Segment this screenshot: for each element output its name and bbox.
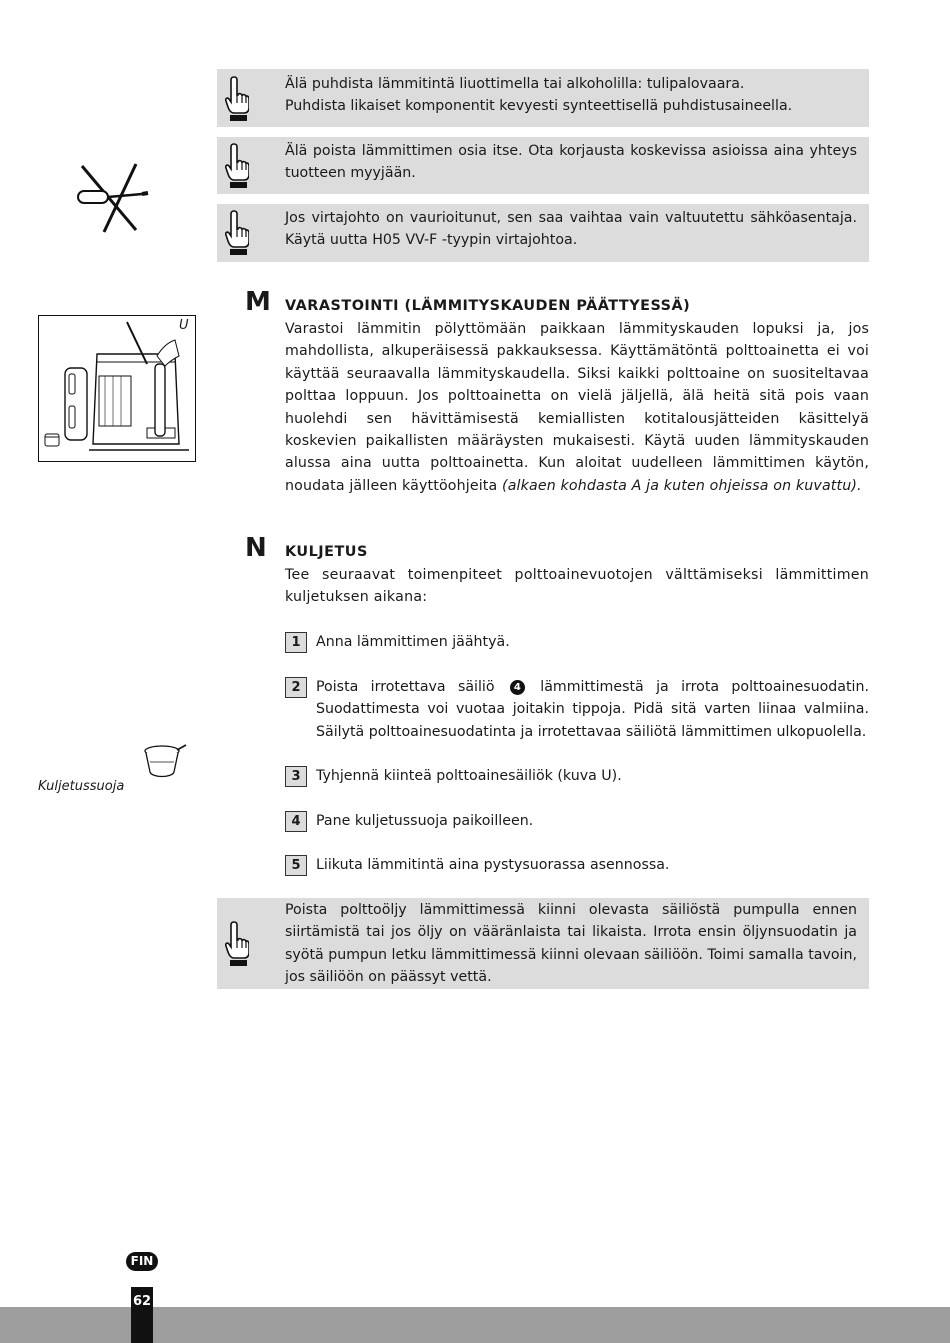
- warning-text: Jos virtajohto on vaurioitunut, sen saa vaihtaa vain valtuutettu sähköasentaja. Käytä uutta H05 VV-F -tyypin virtajohtoa.: [285, 210, 857, 249]
- step-text: Liikuta lämmitintä aina pystysuorassa asennossa.: [316, 857, 670, 873]
- step-number: 4: [285, 811, 307, 832]
- warning-box-oil: [217, 898, 869, 989]
- no-screwdriver-icon: [72, 160, 152, 234]
- step-text: Pane kuljetussuoja paikoilleen.: [316, 813, 534, 829]
- warning-box-cord: [217, 204, 869, 262]
- step-number: 1: [285, 632, 307, 653]
- warning-text: Puhdista likaiset komponentit kevyesti synteettisellä puhdistusaineella.: [285, 98, 793, 115]
- warning-box-parts: [217, 137, 869, 194]
- step-number: 2: [285, 677, 307, 698]
- warning-hand-icon: [225, 142, 249, 190]
- heater-pump-illustration: [39, 316, 195, 461]
- warning-text: Älä puhdista lämmitintä liuottimella tai alkoholilla: tulipalovaara.: [285, 76, 745, 92]
- warning-box-solvents: [217, 69, 869, 127]
- step-text: Poista irrotettava säiliö 4 lämmittimestä ja irrota polttoainesuodatin. Suodattimesta voi vuotaa joitakin tippoja. Pidä sitä varten liinaa valmiina. Säilytä polttoainesuodatinta ja irrotettavaa säiliötä lämmittimen ulkopuolella.: [316, 679, 869, 740]
- step-text: Tyhjennä kiinteä polttoainesäiliök (kuva U).: [316, 768, 622, 784]
- step-number: 5: [285, 855, 307, 876]
- section-intro: Tee seuraavat toimenpiteet polttoainevuotojen välttämiseksi lämmittimen kuljetuksen aikana:: [285, 567, 869, 606]
- section-heading: KULJETUS: [285, 544, 368, 560]
- page-number: 62: [132, 1294, 152, 1309]
- step-number: 3: [285, 766, 307, 787]
- language-badge: FIN: [126, 1252, 158, 1271]
- section-heading: VARASTOINTI (LÄMMITYSKAUDEN PÄÄTTYESSÄ): [285, 298, 691, 314]
- transport-cap-icon: [140, 742, 190, 782]
- warning-hand-icon: [225, 209, 249, 257]
- warning-hand-icon: [225, 920, 249, 968]
- section-body-italic: (alkaen kohdasta A ja kuten ohjeissa on kuvattu).: [502, 477, 862, 494]
- section-letter: M: [245, 287, 271, 317]
- side-caption: Kuljetussuoja: [38, 779, 125, 794]
- figure-u: [38, 315, 196, 462]
- figure-label: U: [179, 318, 189, 333]
- warning-hand-icon: [225, 75, 249, 123]
- section-letter: N: [245, 533, 267, 563]
- step-text: Anna lämmittimen jäähtyä.: [316, 634, 510, 650]
- component-number-badge: 4: [510, 680, 525, 695]
- warning-text: Poista polttoöljy lämmittimessä kiinni olevasta säiliöstä pumpulla ennen siirtämistä tai jos öljy on vääränlaista tai likaista. Irrota ensin öljynsuodatin ja syötä pumpun letku lämmittimessä kiinni olevaan säiliöön. Toimi samalla tavoin, jos säiliöön on päässyt vettä.: [285, 902, 857, 986]
- section-body: Varastoi lämmitin pölyttömään paikkaan lämmityskauden lopuksi ja, jos mahdollista, alkuperäisessä pakkauksessa. Käyttämätöntä polttoainetta ei voi käyttää seuraavalla lämmityskaudella. Siksi kaikki polttoaine on suositeltavaa polttaa loppuun. Jos polttoainetta on vielä jäljellä, älä heitä sitä pois vaan huolehdi sen hävittämisestä kemiallisten kotitalousjätteiden käsittelyä koskevien paikallisten määräysten mukaisesti. Käytä uuden lämmityskauden alussa aina uutta polttoainetta. Kun aloitat uudelleen lämmittimen käytön, noudata jälleen käyttöohjeita (alkaen kohdasta A ja kuten ohjeissa on kuvattu).: [285, 321, 869, 494]
- warning-text: Älä poista lämmittimen osia itse. Ota korjausta koskevissa asioissa aina yhteys tuotteen myyjään.: [285, 143, 857, 182]
